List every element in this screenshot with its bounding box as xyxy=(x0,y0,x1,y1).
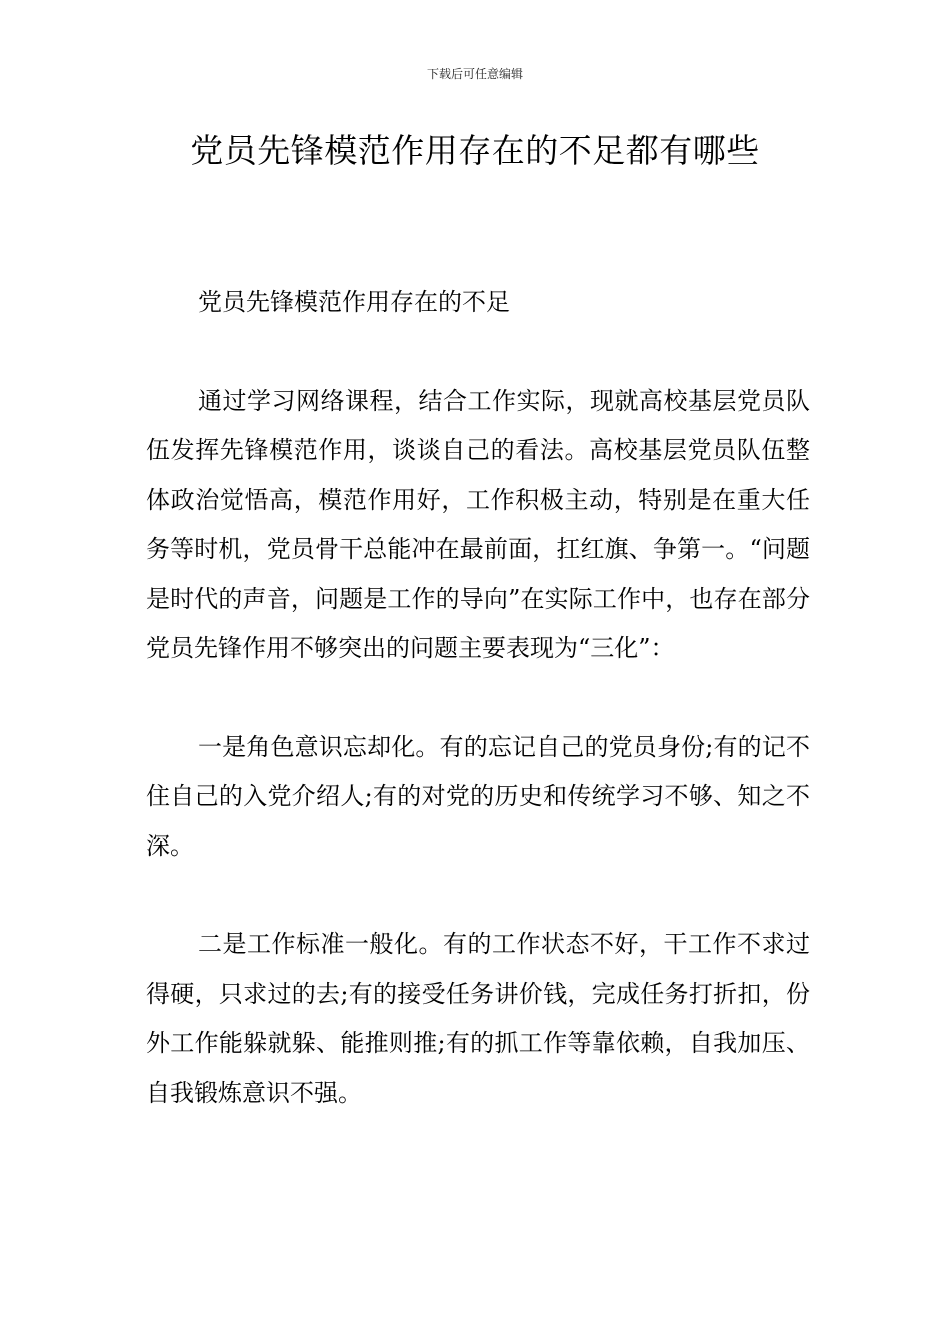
header-note: 下载后可任意编辑 xyxy=(426,67,523,81)
document-body xyxy=(146,278,810,1118)
section-heading: 党员先锋模范作用存在的不足 xyxy=(198,288,510,316)
paragraph-point-two: 二是工作标准一般化。有的工作状态不好，干工作不求过得硬，只求过的去;有的接受任务讲价钱，完成任务打折扣，份外工作能躲就躲、能推则推;有的抓工作等靠依赖，自我加压、自我锻炼意识不强。 xyxy=(146,930,810,1107)
document-title: 党员先锋模范作用存在的不足都有哪些 xyxy=(190,131,760,170)
paragraph-intro: 通过学习网络课程，结合工作实际，现就高校基层党员队伍发挥先锋模范作用，谈谈自己的看法。高校基层党员队伍整体政治觉悟高，模范作用好，工作积极主动，特别是在重大任务等时机，党员骨干总能冲在最前面，扛红旗、争第一。“问题是时代的声音，问题是工作的导向”在实际工作中，也存在部分党员先锋作用不够突出的问题主要表现为“三化”： xyxy=(146,386,810,662)
paragraph-point-one: 一是角色意识忘却化。有的忘记自己的党员身份;有的记不住自己的入党介绍人;有的对党的历史和传统学习不够、知之不深。 xyxy=(146,732,810,860)
